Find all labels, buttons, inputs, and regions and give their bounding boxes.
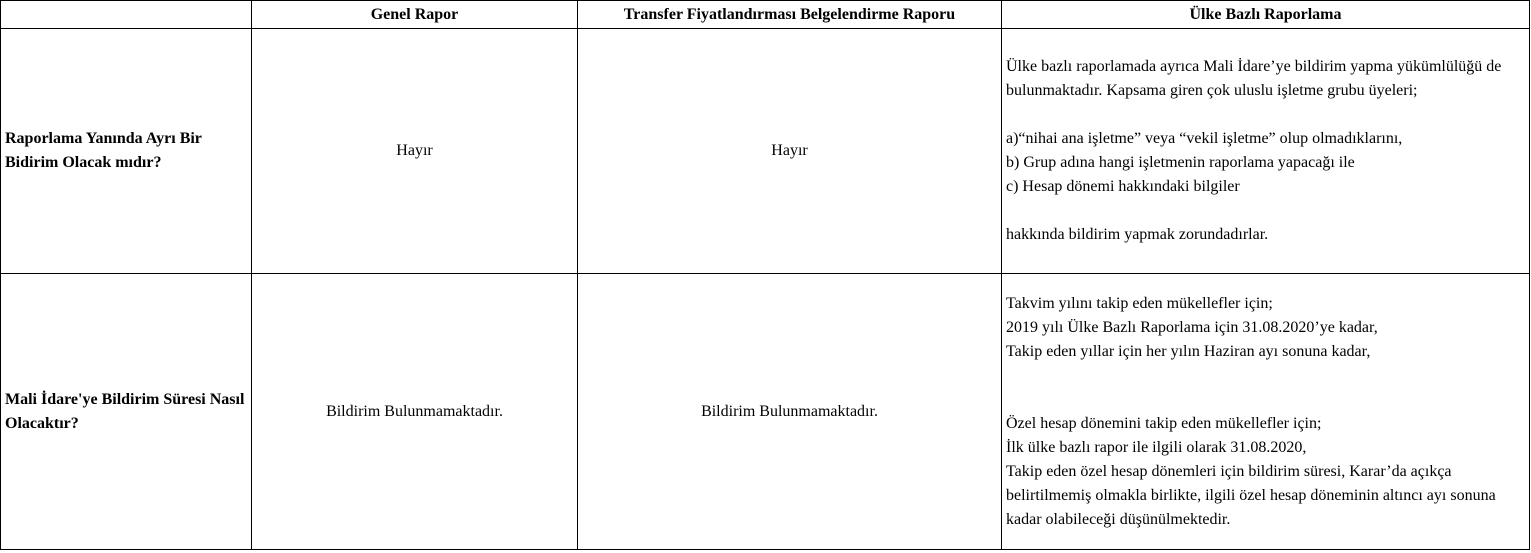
header-transfer-raporu: Transfer Fiyatlandırması Belgelendirme Raporu	[578, 1, 1002, 29]
table-cell-transfer: Hayır	[578, 29, 1002, 274]
header-empty-cell	[1, 1, 252, 29]
table-row	[1, 29, 1530, 274]
table-cell-ulke: Ülke bazlı raporlamada ayrıca Mali İdare’ye bildirim yapma yükümlülüğü de bulunmaktadır. Kapsama giren çok uluslu işletme grubu üyeleri; a)“nihai ana işletme” veya “vekil işletme” olup olmadıklarını, b) Grup adına hangi işletmenin raporlama yapacağı ile c) Hesap dönemi hakkındaki bilgiler hakkında bildirim yapmak zorundadırlar.	[1002, 29, 1530, 274]
row-label: Raporlama Yanında Ayrı Bir Bidirim Olacak mıdır?	[1, 29, 252, 274]
table-cell-transfer: Bildirim Bulunmamaktadır.	[578, 274, 1002, 550]
row-label: Mali İdare'ye Bildirim Süresi Nasıl Olacaktır?	[1, 274, 252, 550]
header-row	[1, 1, 1530, 29]
table-row	[1, 274, 1530, 550]
table-cell-ulke: Takvim yılını takip eden mükellefler için; 2019 yılı Ülke Bazlı Raporlama için 31.08.2020’ye kadar, Takip eden yıllar için her yılın Haziran ayı sonuna kadar, Özel hesap dönemini takip eden mükellefler için; İlk ülke bazlı rapor ile ilgili olarak 31.08.2020, Takip eden özel hesap dönemleri için bildirim süresi, Karar’da açıkça belirtilmemiş olmakla birlikte, ilgili özel hesap döneminin altıncı ayı sonuna kadar olabileceği düşünülmektedir.	[1002, 274, 1530, 550]
header-genel-rapor: Genel Rapor	[252, 1, 578, 29]
table-cell-genel: Hayır	[252, 29, 578, 274]
table-cell-genel: Bildirim Bulunmamaktadır.	[252, 274, 578, 550]
header-ulke-bazli: Ülke Bazlı Raporlama	[1002, 1, 1530, 29]
